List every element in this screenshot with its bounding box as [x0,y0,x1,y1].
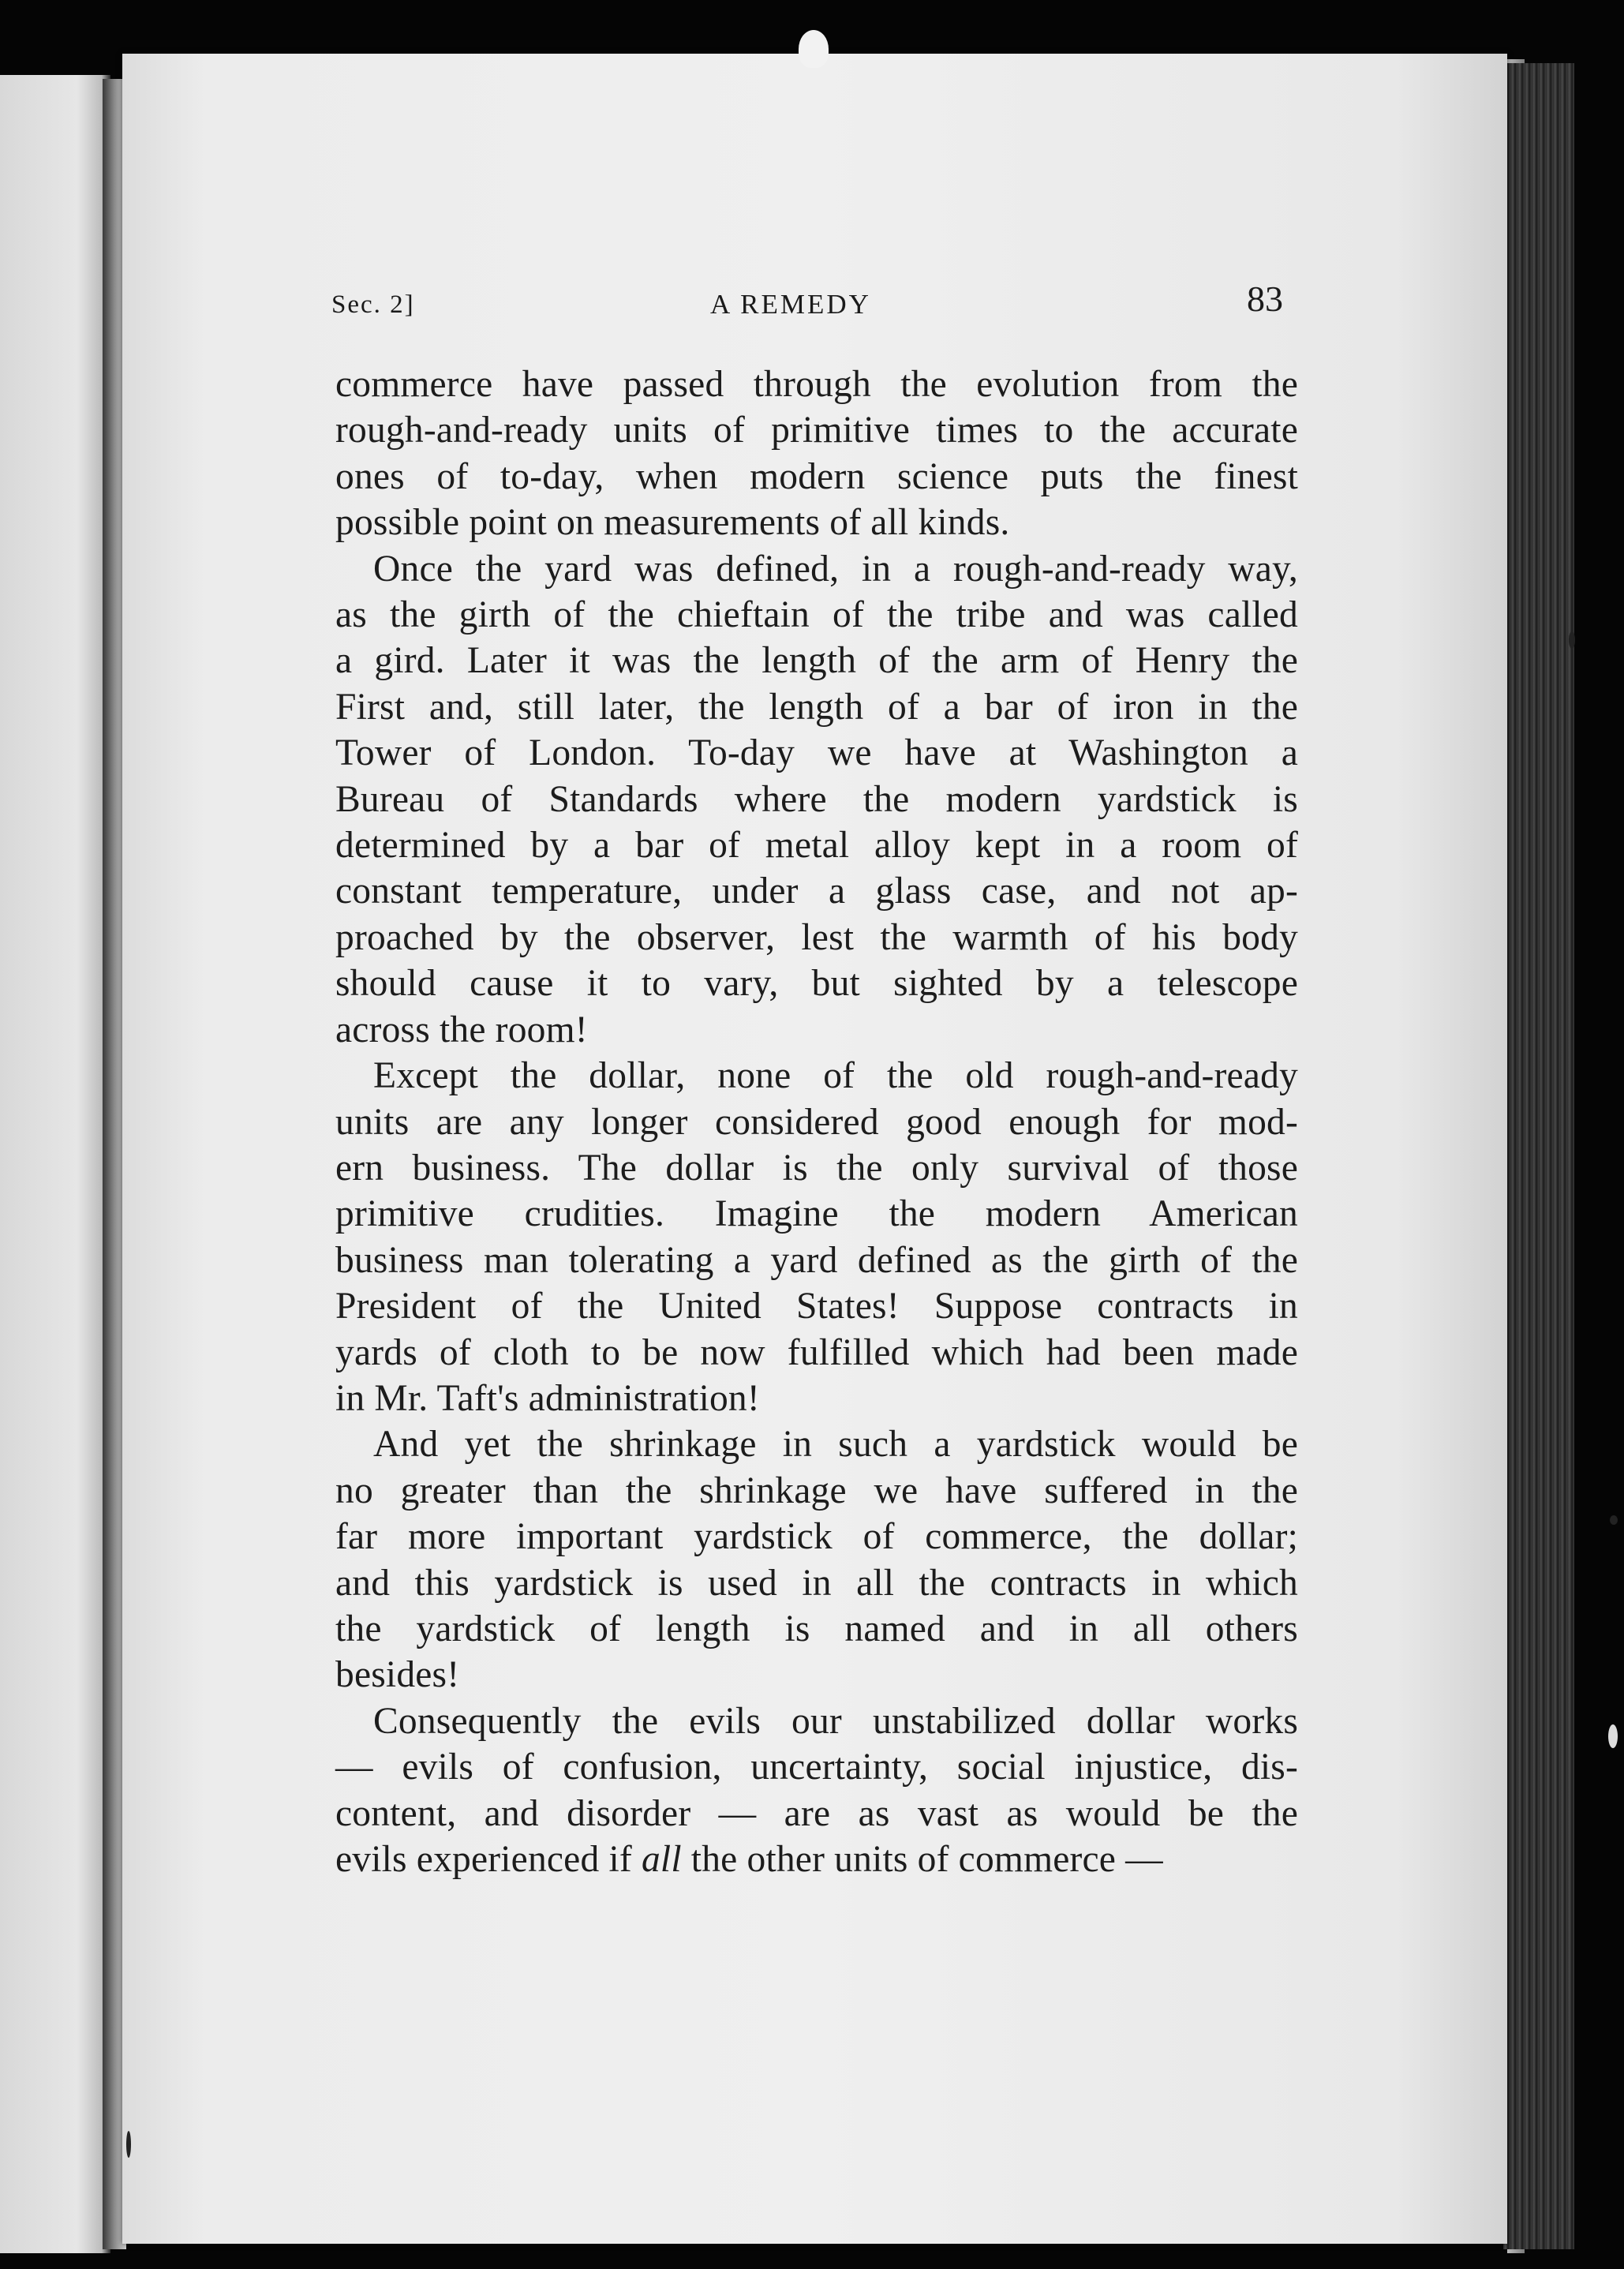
binder-clip [799,30,829,68]
text-line: Once the yard was defined, in a rough-and-ready way, [373,548,1298,590]
text-line: primitive crudities. Imagine the modern American [335,1193,1298,1235]
text-line: units are any longer considered good enough for mod- [335,1101,1298,1143]
text-line: no greater than the shrinkage we have suffered in the [335,1470,1298,1511]
text-line: Tower of London. To-day we have at Washington a [335,732,1298,774]
text-line: in Mr. Taft's administration! [335,1377,760,1419]
text-line: yards of cloth to be now fulfilled which had been made [335,1331,1298,1373]
page-stack-edge [1503,63,1574,2249]
scan-speck [1610,1515,1618,1525]
text-line: Except the dollar, none of the old rough-and-ready [373,1055,1298,1097]
text-line: First and, still later, the length of a bar of iron in the [335,686,1298,728]
scan-speck [1608,1724,1618,1748]
text-line: proached by the observer, lest the warmth of his body [335,916,1298,958]
text-line: possible point on measurements of all kinds. [335,502,1010,544]
text-line: should cause it to vary, but sighted by a telescope [335,963,1298,1005]
text-line: commerce have passed through the evolution from the [335,364,1298,405]
text-line: ern business. The dollar is the only survival of those [335,1147,1298,1189]
text-line: President of the United States! Suppose contracts in [335,1286,1298,1327]
italic-word: all [641,1839,682,1880]
text-line: and this yardstick is used in all the contracts in which [335,1562,1298,1604]
scan-speck [1569,631,1575,649]
text-line: the yardstick of length is named and in all others [335,1608,1298,1649]
text-fragment: the other units of commerce — [681,1839,1163,1880]
running-head [331,278,1283,333]
text-line: rough-and-ready units of primitive times to the accurate [335,410,1298,451]
section-label: Sec. 2] [331,290,415,319]
chapter-title: A REMEDY [710,289,871,320]
text-line: business man tolerating a yard defined as the girth of the [335,1239,1298,1281]
text-line: far more important yardstick of commerce, the dollar; [335,1516,1298,1558]
text-line: ones of to-day, when modern science puts the finest [335,455,1298,497]
text-fragment: evils experienced if [335,1839,642,1880]
text-line: as the girth of the chieftain of the tribe and was called [335,594,1298,636]
text-line: constant temperature, under a glass case, and not ap- [335,871,1298,912]
text-line: — evils of confusion, uncertainty, social injustice, dis- [335,1747,1298,1788]
text-line: content, and disorder — are as vast as would be the [335,1792,1298,1834]
scan-speck [126,2131,131,2158]
text-line: And yet the shrinkage in such a yardstick would be [373,1424,1298,1466]
text-line [335,1837,1298,1882]
body-text [335,361,1298,1882]
text-line: across the room! [335,1009,588,1050]
text-line: besides! [335,1654,460,1696]
text-line: Bureau of Standards where the modern yardstick is [335,778,1298,820]
text-line: Consequently the evils our unstabilized dollar works [373,1700,1298,1742]
text-line: a gird. Later it was the length of the arm of Henry the [335,640,1298,682]
facing-page-edge [0,75,110,2253]
page-number: 83 [1247,279,1283,319]
text-line: determined by a bar of metal alloy kept in a room of [335,825,1298,867]
